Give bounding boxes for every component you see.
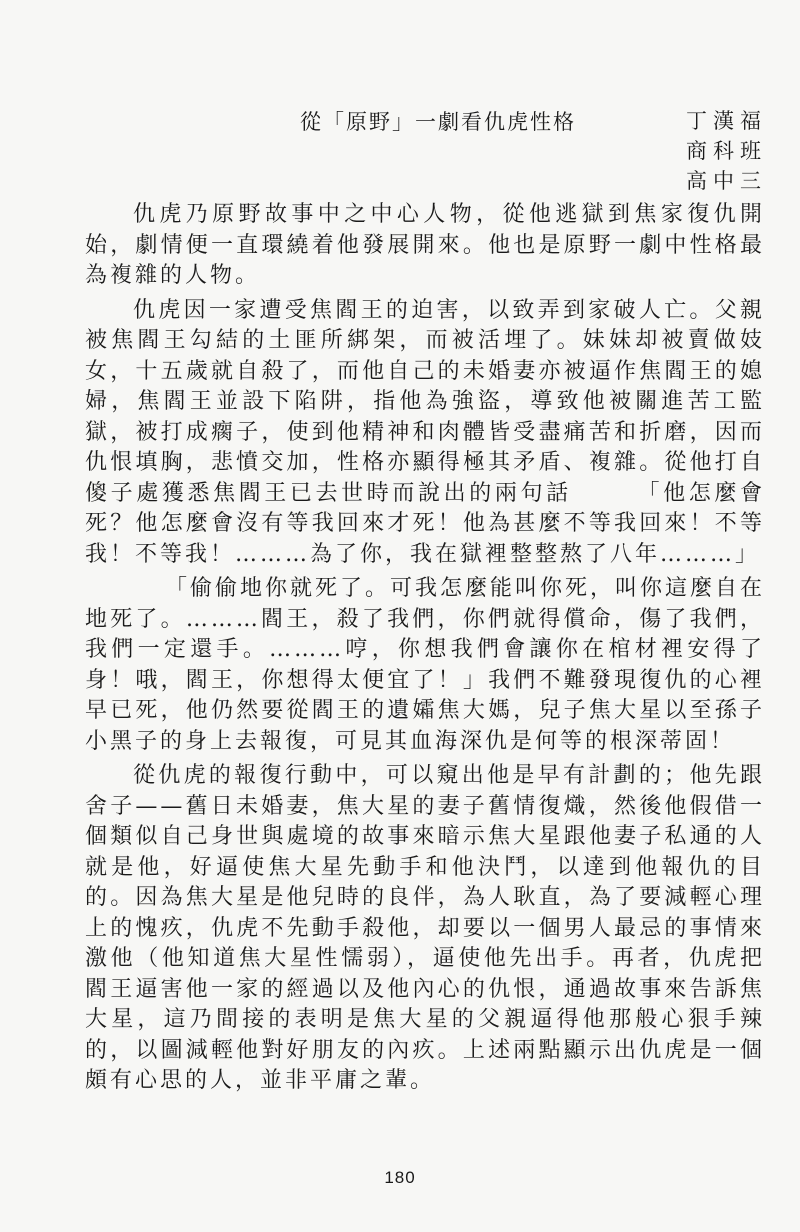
author-name: 丁漢福 xyxy=(686,109,767,133)
paragraph: 仇虎乃原野故事中之中心人物，從他逃獄到焦家復仇開始，劇情便一直環繞着他發展開來。他也是原野一劇中性格最為複雜的人物。 xyxy=(85,202,765,288)
article-body xyxy=(85,200,765,1101)
page-number: 180 xyxy=(384,1168,416,1187)
author-department: 商科班 xyxy=(686,139,767,163)
paragraph: 仇虎因一家遭受焦閻王的迫害，以致弄到家破人亡。父親被焦閻王勾結的土匪所綁架，而被活埋了。妹妹却被賣做妓女，十五歲就自殺了，而他自己的未婚妻亦被逼作焦閻王的媳婦，焦閻王並設下陷阱，指他為強盜，導致他被關進苦工監獄，被打成瘸子，使到他精神和肉體皆受盡痛苦和折磨，因而仇恨填胸，悲憤交加，性格亦顯得極其矛盾、複雜。從他打自傻子處獲悉焦閻王已去世時而說出的兩句話 「他怎麼會死？他怎麼會沒有等我回來才死！他為甚麼不等我回來！不等我！不等我！………為了你，我在獄裡整整熬了八年………」 xyxy=(85,297,765,567)
paragraph: 「偷偷地你就死了。可我怎麼能叫你死，叫你這麼自在地死了。………閻王，殺了我們，你們就得償命，傷了我們，我們一定還手。………哼，你想我們會讓你在棺材裡安得了身！哦，閻王，你想得太便宜了！」我們不難發現復仇的心裡早已死，他仍然要從閻王的遺孀焦大媽，兒子焦大星以至孫子小黑子的身上去報復，可見其血海深仇是何等的根深蒂固！ xyxy=(85,576,766,754)
article-title: 從「原野」一劇看仇虎性格 xyxy=(300,110,576,134)
paragraph: 從仇虎的報復行動中，可以窺出他是早有計劃的；他先跟舍子——舊日未婚妻，焦大星的妻子舊情復熾，然後他假借一個類似自己身世與處境的故事來暗示焦大星跟他妻子私通的人就是他，好逼使焦大星先動手和他決鬥，以達到他報仇的目的。因為焦大星是他兒時的良伴，為人耿直，為了要減輕心理上的愧疚，仇虎不先動手殺他，却要以一個男人最忌的事情來激他（他知道焦大星性懦弱），逼使他先出手。再者，仇虎把閻王逼害他一家的經過以及他內心的仇恨，通過故事來告訴焦大星，這乃間接的表明是焦大星的父親逼得他那般心狠手辣的，以圖減輕他對好朋友的內疚。上述兩點顯示出仇虎是一個頗有心思的人，並非平庸之輩。 xyxy=(85,763,765,1093)
author-block xyxy=(686,106,767,196)
author-grade: 高中三 xyxy=(686,169,767,193)
